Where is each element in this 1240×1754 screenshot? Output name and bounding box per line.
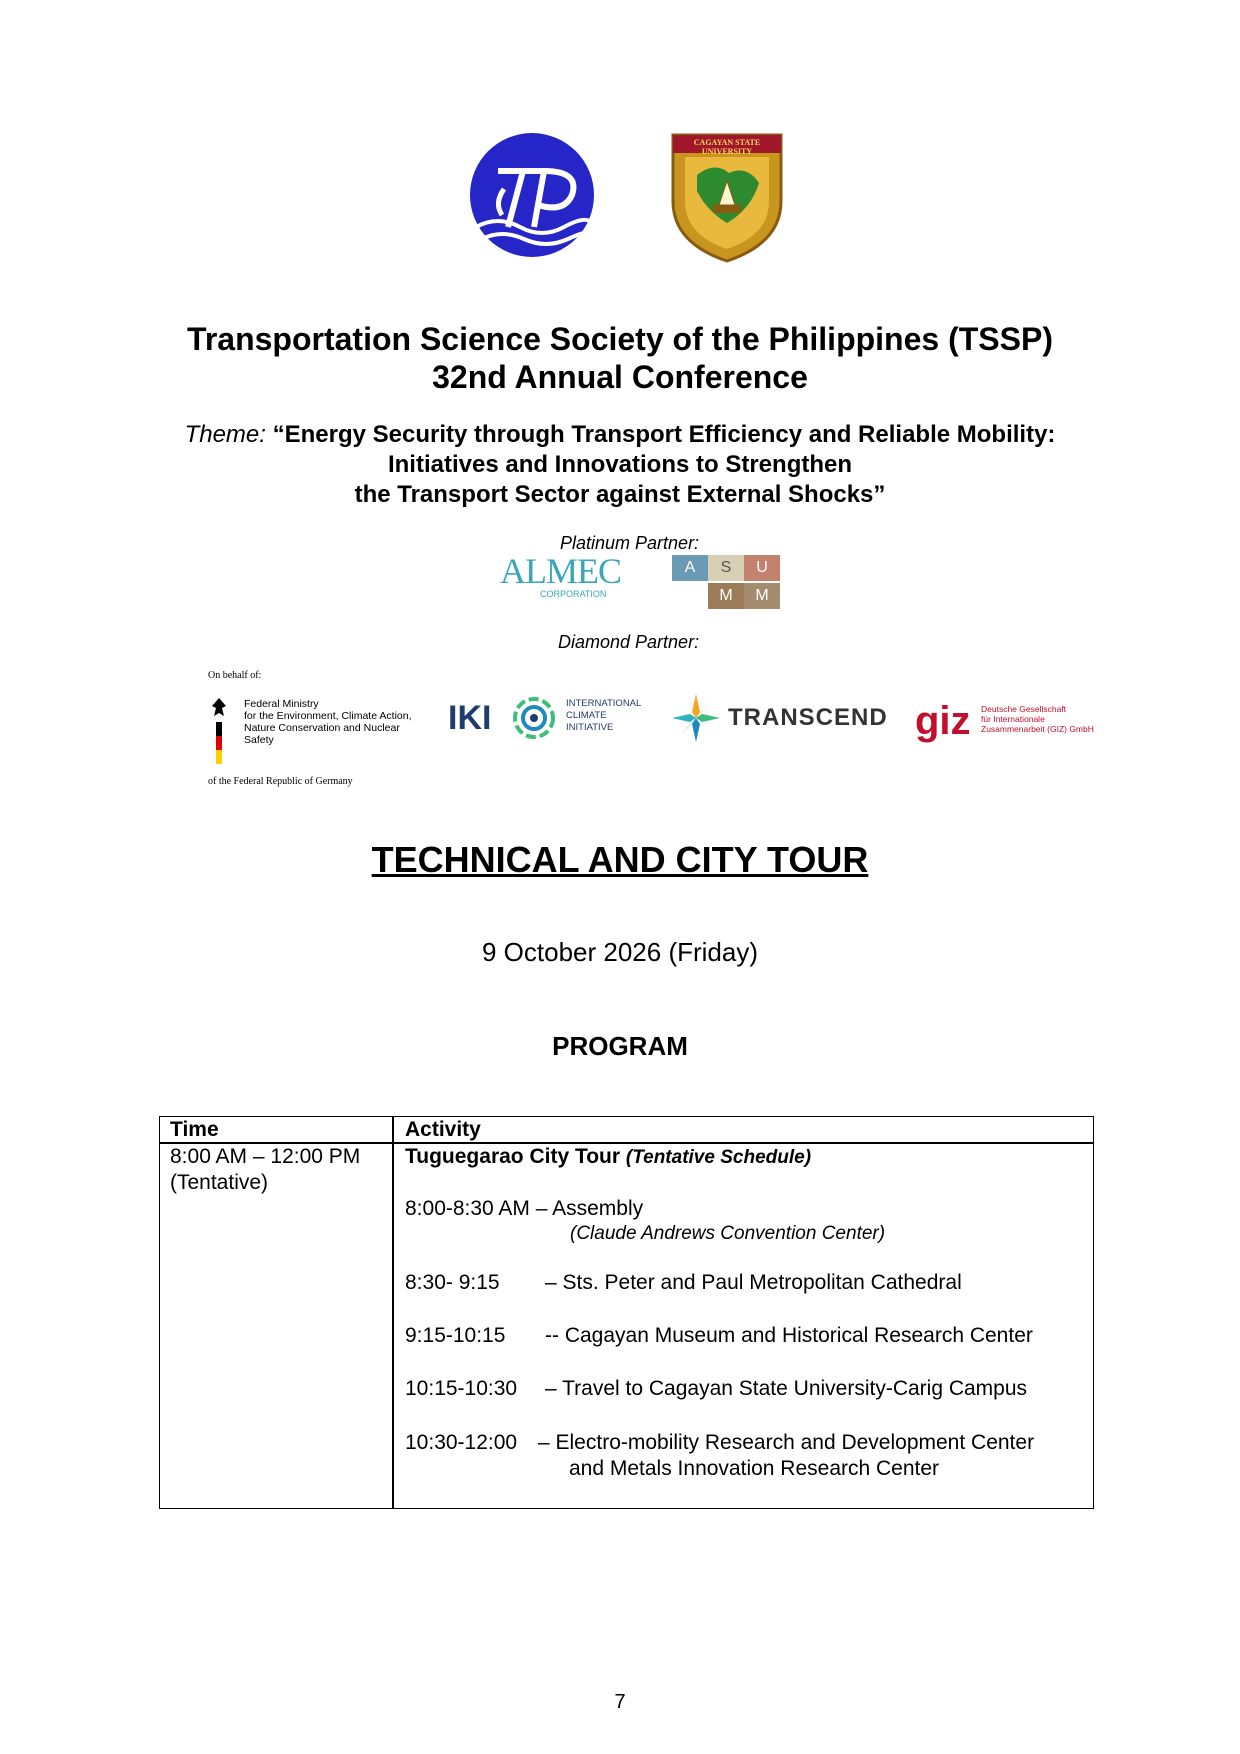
bmu-logo (208, 696, 418, 766)
schedule-item (405, 1323, 1033, 1349)
table-header-time: Time (170, 1118, 219, 1141)
asud-mm-logo (672, 555, 780, 609)
diamond-partner-label: Diamond Partner: (558, 632, 700, 652)
german-eagle-icon (208, 696, 230, 766)
platinum-partner-label: Platinum Partner: (560, 533, 700, 553)
theme-text-1: “Energy Security through Transport Efficiency and Reliable Mobility: (272, 421, 1056, 448)
transcend-logo (670, 690, 888, 746)
iki-logo (448, 696, 644, 740)
theme-line-2: Initiatives and Innovations to Strengthen (387, 451, 853, 478)
event-date: 9 October 2026 (Friday) (481, 937, 758, 967)
schedule-activity: – Electro-mobility Research and Development Center (538, 1431, 1035, 1454)
giz-text: Deutsche Gesellschaft für Internationale Zusammenarbeit (GIZ) GmbH (981, 704, 1094, 734)
schedule-activity: -- Cagayan Museum and Historical Research Center (545, 1324, 1033, 1347)
bmu-text: Federal Ministry for the Environment, Climate Action, Nature Conservation and Nuclear Safety (244, 698, 412, 746)
tour-note: (Tentative Schedule) (625, 1147, 812, 1168)
asud-letter-m2: M (744, 583, 780, 609)
bmu-footer: of the Federal Republic of Germany (208, 776, 353, 787)
table-header-activity: Activity (405, 1118, 481, 1141)
tour-name-text: Tuguegarao City Tour (405, 1145, 621, 1168)
schedule-activity-continued: and Metals Innovation Research Center (569, 1457, 940, 1480)
schedule-item (405, 1270, 962, 1296)
organization-title: Transportation Science Society of the Philippines (TSSP) (187, 321, 1053, 357)
iki-name: IKI (448, 699, 492, 737)
time-range: 8:00 AM – 12:00 PM (170, 1145, 361, 1168)
schedule-time: 10:30-12:00 (405, 1431, 518, 1454)
schedule-time: 10:15-10:30 (405, 1377, 518, 1400)
schedule-activity: – Assembly (535, 1197, 644, 1220)
schedule-item (405, 1196, 643, 1222)
asud-letter-s: S (708, 555, 744, 581)
assembly-venue: (Claude Andrews Convention Center) (570, 1223, 886, 1244)
almec-logo (500, 551, 621, 603)
theme-line-3: the Transport Sector against External Shocks” (354, 481, 886, 508)
program-heading: PROGRAM (552, 1031, 688, 1061)
conference-title: 32nd Annual Conference (432, 359, 808, 395)
csu-seal-text: CAGAYAN STATE UNIVERSITY (693, 138, 761, 156)
schedule-activity: – Travel to Cagayan State University-Carig Campus (545, 1377, 1028, 1400)
table-column-divider (392, 1116, 394, 1509)
schedule-item (405, 1430, 1034, 1456)
transcend-name: TRANSCEND (728, 704, 888, 731)
page-number: 7 (614, 1691, 626, 1713)
cagayan-state-university-seal (667, 131, 787, 265)
schedule-activity: – Sts. Peter and Paul Metropolitan Cathedral (545, 1271, 962, 1294)
theme-line-1 (0, 420, 1240, 450)
tour-name (405, 1144, 811, 1171)
transcend-star-icon (670, 692, 722, 744)
almec-name: ALMEC (500, 551, 621, 591)
time-tentative: (Tentative) (170, 1171, 269, 1194)
on-behalf-label: On behalf of: (208, 670, 262, 681)
iki-ring-icon (512, 696, 556, 740)
schedule-time: 8:30- 9:15 (405, 1271, 500, 1294)
tssp-logo (468, 131, 596, 259)
asud-letter-a: A (672, 555, 708, 581)
giz-logo (915, 700, 1095, 744)
almec-sub: CORPORATION (540, 589, 607, 599)
schedule-item (405, 1376, 1027, 1402)
schedule-time: 9:15-10:15 (405, 1324, 506, 1347)
asud-letter-u: U (744, 555, 780, 581)
schedule-time: 8:00-8:30 AM (405, 1197, 530, 1220)
iki-text: INTERNATIONAL CLIMATE INITIATIVE (566, 698, 642, 733)
theme-label: Theme: (184, 421, 266, 448)
giz-name: giz (915, 699, 971, 743)
asud-letter-m1: M (708, 583, 744, 609)
page-title: TECHNICAL AND CITY TOUR (371, 839, 869, 880)
